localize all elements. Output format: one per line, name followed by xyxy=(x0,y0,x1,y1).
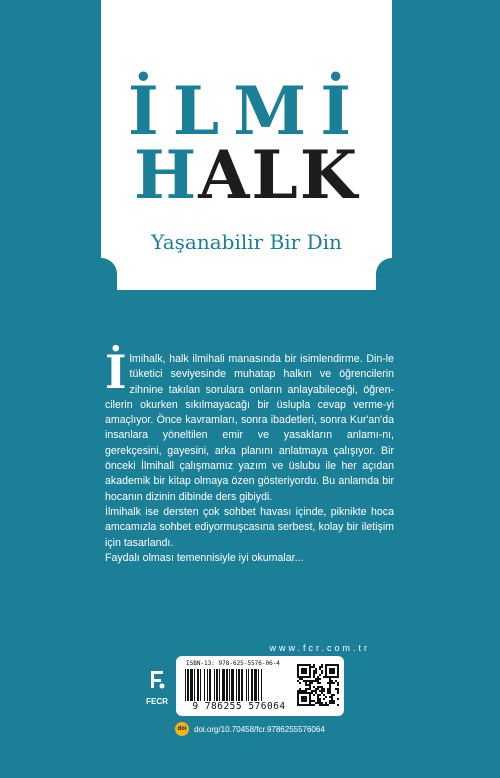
doi-link[interactable]: doi.org/10.70458/fcr.9786255576064 xyxy=(194,724,325,734)
fecr-logo-icon xyxy=(146,667,168,691)
doi-row xyxy=(175,722,325,736)
title-panel xyxy=(101,0,392,290)
doi-badge-icon: doi xyxy=(175,722,189,736)
qr-code-icon xyxy=(296,662,340,708)
blurb-paragraph-2: İlmihalk ise dersten çok sohbet havası içinde, piknikte hoca amcamızla sohbet ediyormuşcasına serbest, kolay bir iletişim için tasarlandı. xyxy=(105,505,394,549)
blurb-paragraph-3: Faydalı olması temennisiyle iyi okumalar... xyxy=(105,551,304,564)
title-halk: HALK xyxy=(133,136,360,214)
title-ilmi: İLMİ xyxy=(127,72,366,150)
publisher-logo xyxy=(143,667,171,706)
publisher-name: FECR xyxy=(146,697,168,706)
subtitle: Yaşanabilir Bir Din xyxy=(151,230,342,254)
isbn-label: ISBN-13: 978-625-5576-06-4 xyxy=(186,660,280,667)
publisher-website: www.fcr.com.tr xyxy=(269,643,370,653)
barcode-icon xyxy=(185,669,293,701)
barcode-number: 9 786255 576064 xyxy=(192,701,286,712)
drop-cap: İ xyxy=(105,345,127,399)
back-cover-blurb xyxy=(105,345,394,566)
blurb-paragraph-1: lmihalk, halk ilmihali manasında bir isimlendirme. Din-le tüketici seviyesinde muhatap halkın ve öğrencilerin zihnine takılan sorulara onların anlayabileceği, öğren-cilerin okurken sıkılmayacağı bir üslupla cevap verme-yi amaçlıyor. Önce kavramları, sonra ibadetleri, sonra Kur'an'da insanlara yöneltilen emir ve yasakların anlamı-nı, gerekçesini, gayesini, arka planını anlatmaya çalışıyor. Bir önceki İlmihall çalışmamız yazım ve üslubu ile her açıdan akademik bir kitap olmaya özen gösteriyordu. Bu anlamda bir hocanın dizinin dibinde ders gibiydi. xyxy=(105,353,394,503)
barcode-box xyxy=(176,656,344,716)
